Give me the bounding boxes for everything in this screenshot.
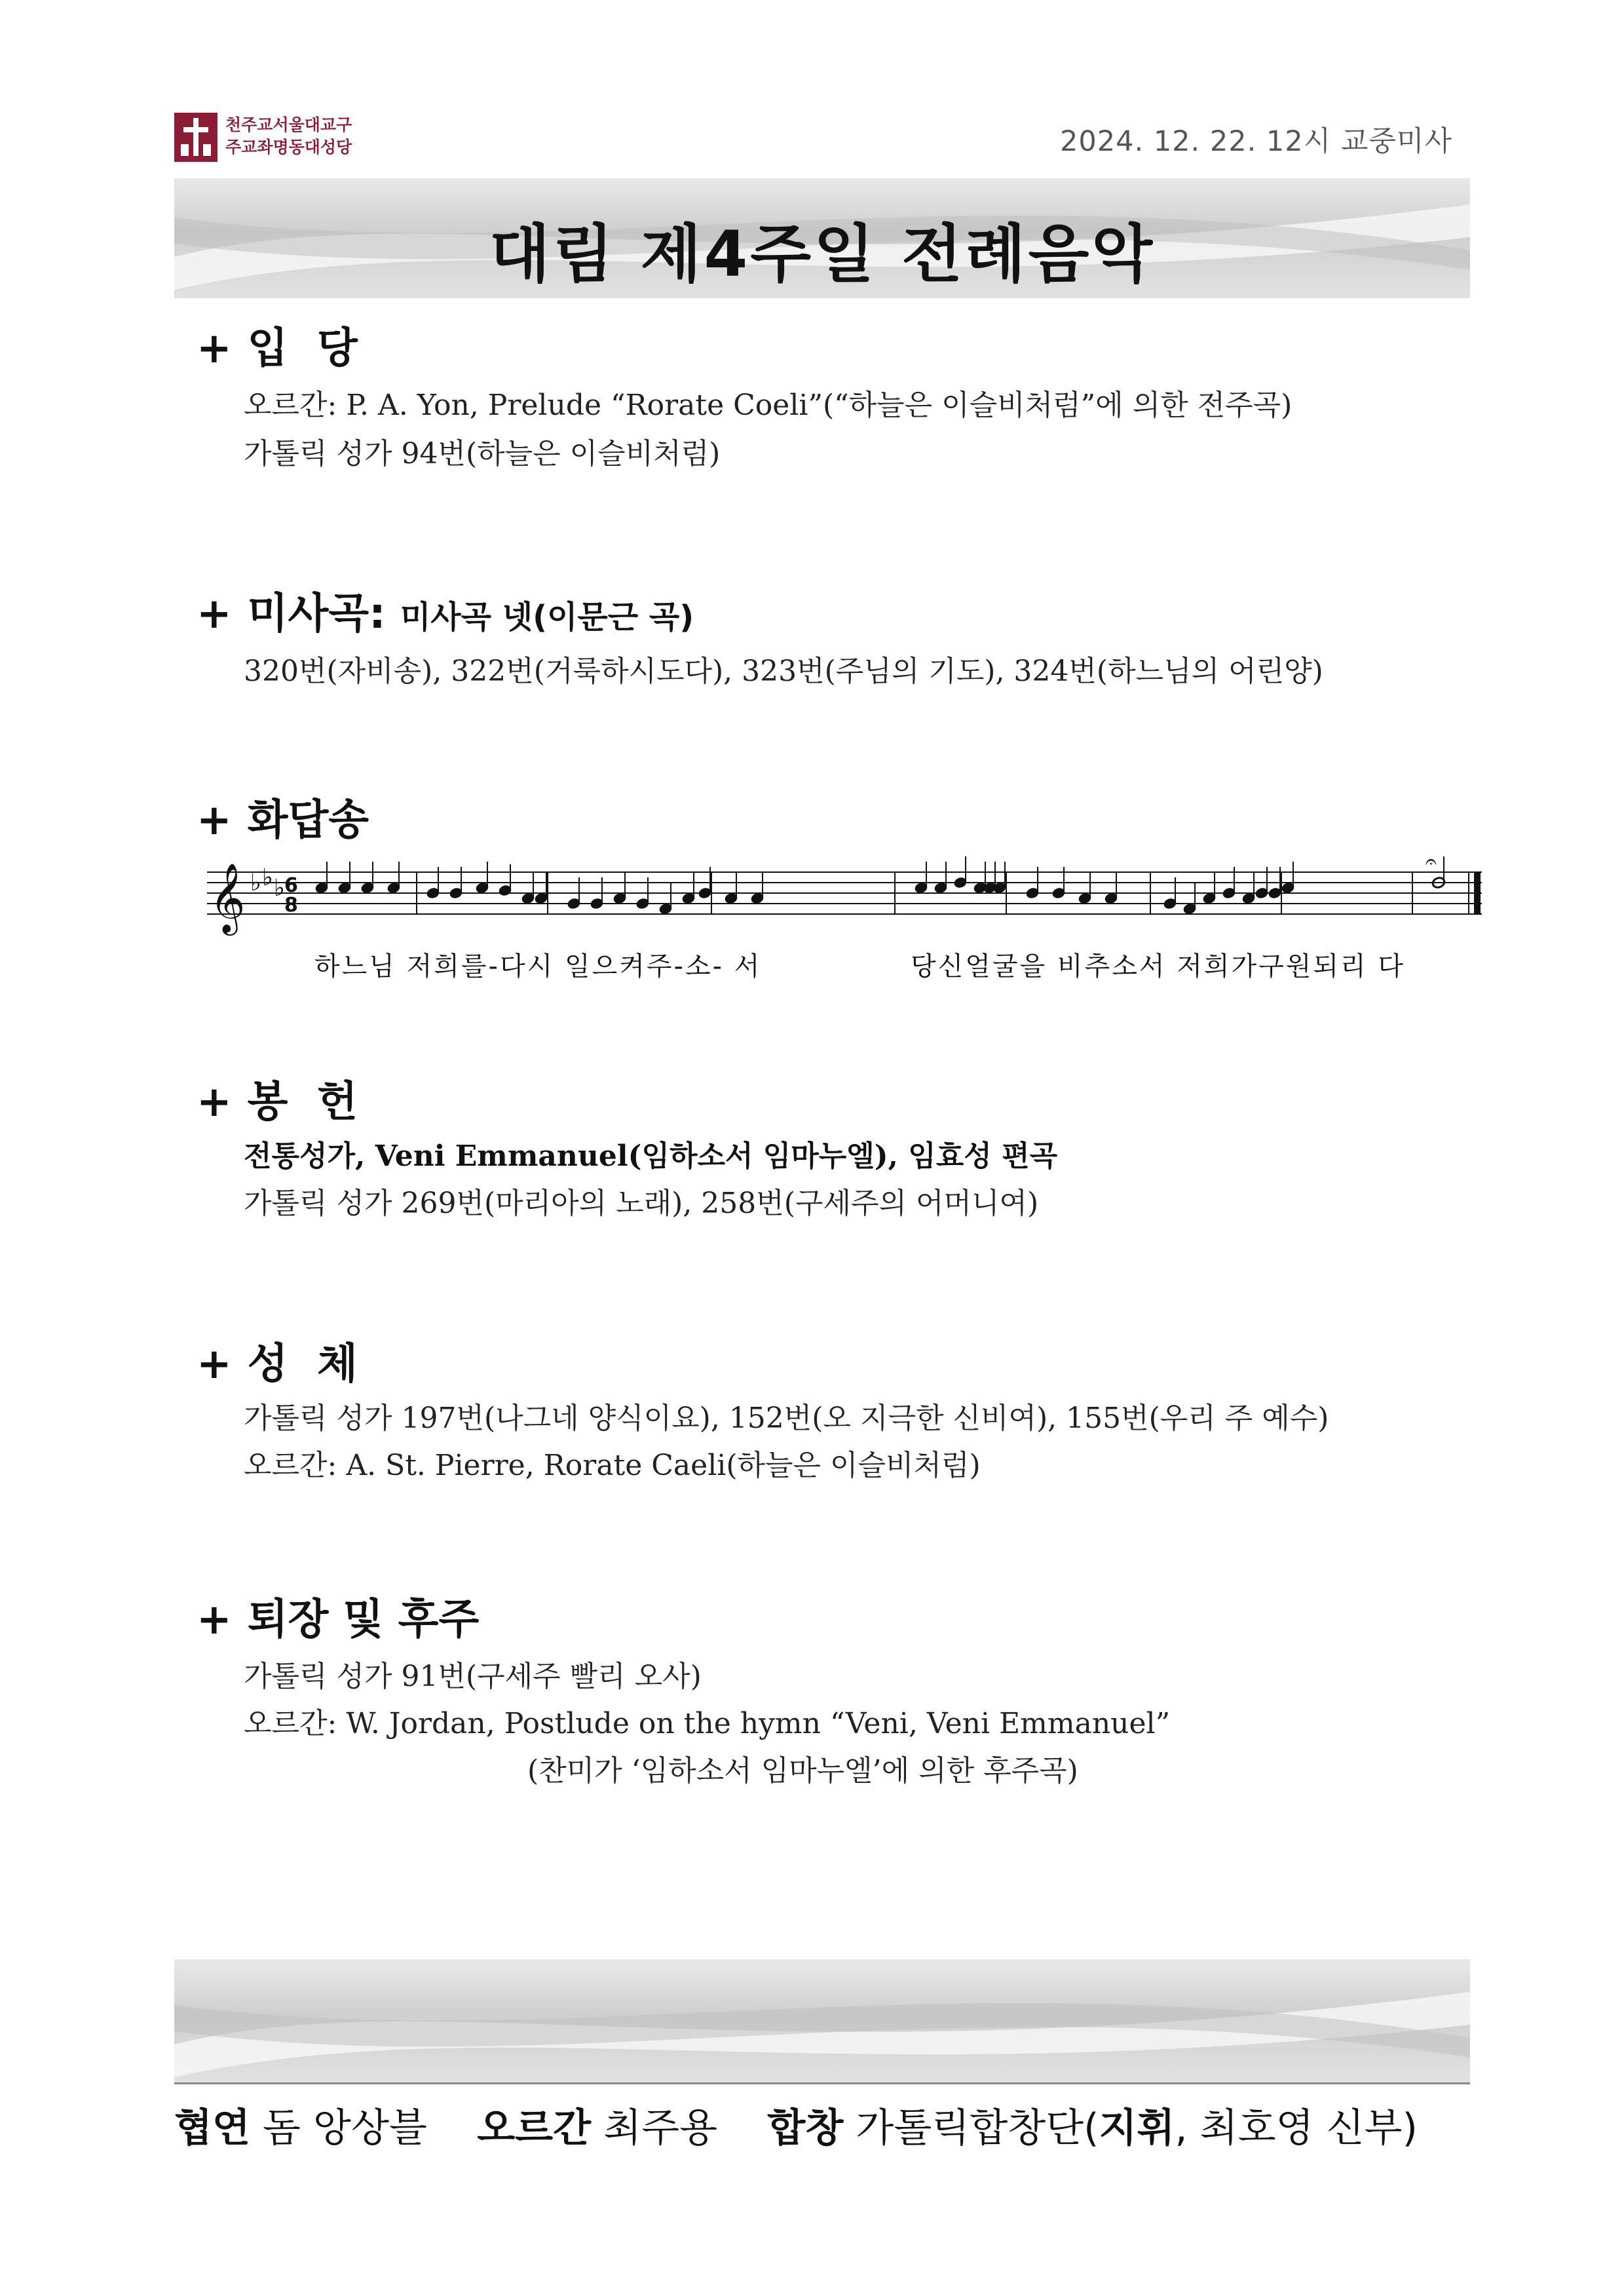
plus-icon: + [197,1340,232,1388]
entrance-line-1: 오르간: P. A. Yon, Prelude “Rorate Coeli”(“하늘은 이슬비처럼”에 의한 전주곡) [244,389,1293,422]
section-psalm-title: 화답송 [247,796,369,845]
section-communion [197,1330,358,1390]
plus-icon: + [197,1596,232,1644]
staff-svg [207,854,1484,959]
credit-value-choir: 가톨릭합창단( [856,2105,1099,2151]
flat-icon: ♭ [274,875,285,902]
section-mass-title: 미사곡: [247,590,386,638]
title-banner [174,178,1470,298]
section-recessional-title: 퇴장 및 후주 [247,1596,480,1644]
plus-icon: + [197,796,232,845]
section-communion-title: 성 체 [247,1340,358,1388]
entrance-line-2: 가톨릭 성가 94번(하늘은 이슬비처럼) [244,437,721,470]
flat-icon: ♭ [250,870,261,896]
recessional-line-3: (찬미가 ‘임하소서 임마누엘’에 의한 후주곡) [527,1754,1078,1788]
section-mass [197,580,694,640]
logo-line2: 주교좌명동대성당 [225,138,352,157]
section-entrance-title: 입 당 [247,324,358,373]
performer-credits [174,2097,1418,2153]
section-offertory [197,1068,358,1128]
banner-swoosh [174,1959,1470,2084]
plus-icon: + [197,324,232,373]
plus-icon: + [197,590,232,638]
time-signature-bottom: 8 [284,894,298,917]
treble-clef-icon: 𝄞 [210,862,246,932]
section-offertory-title: 봉 헌 [247,1078,358,1126]
credit-value-conductor: , 최호영 신부) [1175,2105,1418,2151]
footer-divider [174,2082,1470,2084]
mass-line-1: 320번(자비송), 322번(거룩하시도다), 323번(주님의 기도), 324번(하느님의 어린양) [244,655,1323,688]
credit-label-organ: 오르간 [477,2105,592,2151]
time-signature-top: 6 [284,874,298,897]
cathedral-logo [174,113,384,162]
section-entrance [197,315,358,375]
fermata-icon: 𝄐 [1426,854,1437,873]
page-title: 대림 제4주일 전례음악 [489,218,1156,291]
communion-line-2: 오르간: A. St. Pierre, Rorate Caeli(하늘은 이슬비처럼) [244,1449,981,1482]
credit-label-conductor: 지휘 [1099,2105,1175,2151]
credit-label-ensemble: 협연 [174,2105,250,2151]
credit-label-choir: 합창 [767,2105,844,2151]
recessional-line-2: 오르간: W. Jordan, Postlude on the hymn “Veni, Veni Emmanuel” [244,1707,1171,1740]
mass-date: 2024. 12. 22. 12시 교중미사 [1060,125,1452,158]
psalm-music-staff [207,854,1484,959]
flat-icon: ♭ [262,864,273,891]
final-barline [1474,872,1481,914]
offertory-line-2: 가톨릭 성가 269번(마리아의 노래), 258번(구세주의 어머니여) [244,1187,1039,1220]
cathedral-logo-icon [174,113,217,162]
psalm-lyrics-a: 하느님 저희를-다시 일으켜주-소- 서 [314,951,762,982]
communion-line-1: 가톨릭 성가 197번(나그네 양식이요), 152번(오 지극한 신비여), 155번(우리 주 예수) [244,1402,1329,1435]
offertory-line-1: 전통성가, Veni Emmanuel(임하소서 임마누엘), 임효성 편곡 [244,1139,1058,1173]
recessional-line-1: 가톨릭 성가 91번(구세주 빨리 오사) [244,1660,702,1693]
credit-value-organ: 최주용 [603,2105,718,2151]
section-psalm [197,786,369,847]
bottom-banner [174,1959,1470,2084]
psalm-lyrics-b: 당신얼굴을 비추소서 저희가구원되리 다 [911,951,1406,982]
logo-line1: 천주교서울대교구 [225,115,352,134]
section-recessional [197,1586,479,1646]
section-mass-subtitle: 미사곡 넷(이문근 곡) [400,599,694,636]
plus-icon: + [197,1078,232,1126]
credit-value-ensemble: 돔 앙상블 [263,2105,427,2151]
